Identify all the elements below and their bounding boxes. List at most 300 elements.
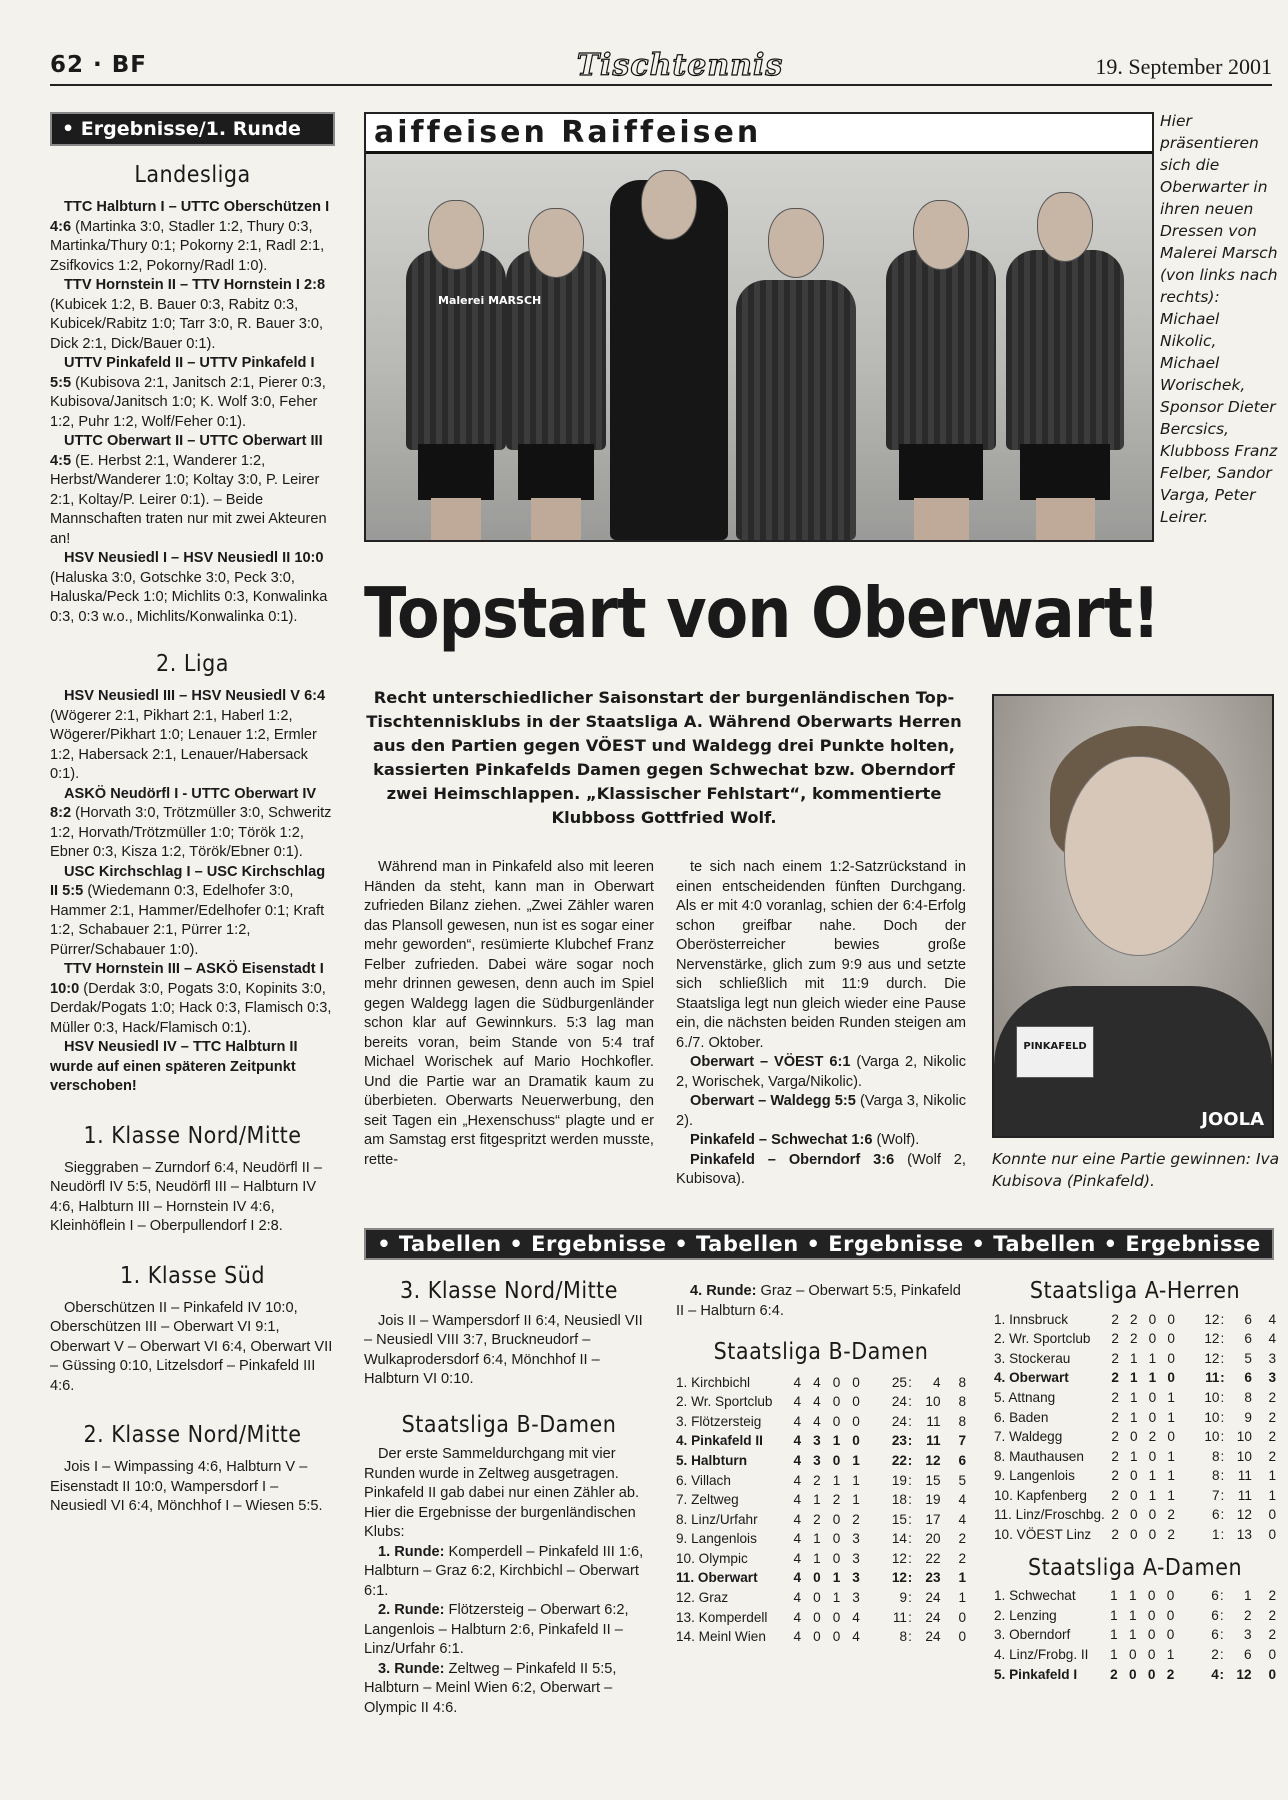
games-cell: 2 bbox=[1111, 1409, 1119, 1425]
losses-cell: 0 bbox=[1166, 1588, 1175, 1604]
sets-for-cell: 10 bbox=[1204, 1409, 1220, 1425]
klasse3-heading: 3. Klasse Nord/Mitte bbox=[399, 1278, 619, 1304]
wins-cell: 1 bbox=[1130, 1350, 1138, 1366]
draws-cell: 0 bbox=[1148, 1409, 1157, 1425]
draws-cell: 1 bbox=[832, 1433, 841, 1449]
wins-cell: 1 bbox=[813, 1492, 821, 1508]
sets-against-cell: 6 bbox=[1243, 1646, 1252, 1662]
sets-against-cell: 3 bbox=[1243, 1627, 1252, 1643]
losses-cell: 2 bbox=[1166, 1666, 1175, 1682]
points-cell: 4 bbox=[1268, 1331, 1276, 1347]
sets-against-cell: 19 bbox=[925, 1492, 941, 1508]
team-name-cell: 7. Waldegg bbox=[994, 1429, 1063, 1445]
sets-against-cell: 6 bbox=[1244, 1331, 1252, 1347]
points-cell: 1 bbox=[1268, 1487, 1276, 1503]
games-cell: 4 bbox=[793, 1374, 802, 1390]
team-name-cell: 1. Kirchbichl bbox=[676, 1374, 751, 1390]
points-cell: 0 bbox=[958, 1609, 966, 1625]
player-figure bbox=[1006, 190, 1124, 540]
standings-row bbox=[676, 1431, 966, 1451]
player-figure bbox=[406, 210, 506, 540]
sponsor-figure bbox=[610, 180, 728, 540]
points-cell: 3 bbox=[1268, 1370, 1276, 1386]
standings-row bbox=[994, 1368, 1276, 1388]
standings-row bbox=[994, 1486, 1276, 1506]
sets-against-cell: 10 bbox=[925, 1394, 941, 1410]
points-cell: 8 bbox=[958, 1394, 966, 1410]
result-entry: ASKÖ Neudörfl I - UTTC Oberwart IV 8:2 (Horvath 3:0, Trötzmüller 3:0, Schweritz 1:2, Horvath/Trötzmüller 1:0; Török 1:2, Ebner 0:3, Kisza 1:2, Török/Ebner 0:1). bbox=[50, 785, 332, 860]
standings-row bbox=[994, 1388, 1276, 1408]
team-name-cell: 4. Linz/Frobg. II bbox=[994, 1646, 1089, 1662]
brand-logo: JOOLA bbox=[1201, 1109, 1264, 1130]
sets-against-cell: 13 bbox=[1236, 1527, 1252, 1543]
losses-cell: 0 bbox=[1167, 1350, 1175, 1366]
games-cell: 4 bbox=[793, 1629, 802, 1645]
games-cell: 4 bbox=[793, 1570, 802, 1586]
points-cell: 2 bbox=[958, 1550, 966, 1566]
a-herren-standings-table bbox=[994, 1310, 1276, 1545]
sets-for-cell: 8 bbox=[899, 1629, 907, 1645]
standings-row bbox=[676, 1412, 966, 1432]
wins-cell: 1 bbox=[813, 1550, 821, 1566]
result-entry: HSV Neusiedl I – HSV Neusiedl II 10:0 (Haluska 3:0, Gotschke 3:0, Peck 3:0, Haluska/Peck 1:0; Michlits 0:3, Konwalinka 0:3, 0:3 w.o., Michlits/Konwalinka 0:1). bbox=[50, 550, 328, 625]
wins-cell: 4 bbox=[813, 1394, 821, 1410]
colon-separator: : bbox=[908, 1492, 912, 1508]
standings-row bbox=[676, 1510, 966, 1530]
colon-separator: : bbox=[1219, 1627, 1224, 1643]
article-paragraph: te sich nach einem 1:2-Satzrückstand in einen entscheidenden fünften Durchgang. Als er mit 4:0 voranlag, schien der 6:4-Erfolg schon greifbar nahe. Doch der Oberösterreicher bewies große Nervenstärke, glich zum 9:9 aus und setzte sich schließlich mit 11:9 durch. Die Staatsliga legt nun gleich wieder eine Pause ein, die nächsten beiden Runden steigen am 6./7. Oktober. bbox=[676, 859, 966, 1051]
draws-cell: 0 bbox=[1148, 1527, 1157, 1543]
team-name-cell: 11. Linz/Froschbg. bbox=[994, 1507, 1105, 1523]
sets-against-cell: 17 bbox=[925, 1511, 941, 1527]
colon-separator: : bbox=[908, 1472, 912, 1488]
wins-cell: 1 bbox=[1128, 1607, 1137, 1623]
draws-cell: 0 bbox=[1148, 1507, 1157, 1523]
sets-for-cell: 12 bbox=[1204, 1331, 1220, 1347]
points-cell: 7 bbox=[958, 1433, 966, 1449]
sets-for-cell: 6 bbox=[1211, 1607, 1219, 1623]
team-name-cell: 11. Oberwart bbox=[676, 1570, 758, 1586]
games-cell: 2 bbox=[1111, 1350, 1119, 1366]
results-tag: • Ergebnisse/1. Runde bbox=[50, 112, 335, 146]
draws-cell: 2 bbox=[1148, 1429, 1157, 1445]
result-entry: USC Kirchschlag I – USC Kirchschlag II 5:5 (Wiedemann 0:3, Edelhofer 3:0, Hammer 2:1, Hammer/Edelhofer 0:1; Kraft 1:2, Schabauer 2:1, Pürrer 1:2, Pürrer/Schabauer 1:0). bbox=[50, 863, 326, 958]
draws-cell: 0 bbox=[1147, 1646, 1156, 1662]
sets-for-cell: 22 bbox=[891, 1452, 907, 1468]
article-column-1 bbox=[364, 858, 654, 1170]
sets-against-cell: 4 bbox=[932, 1374, 941, 1390]
points-cell: 1 bbox=[958, 1570, 966, 1586]
colon-separator: : bbox=[1220, 1507, 1225, 1523]
standings-row bbox=[994, 1310, 1276, 1330]
colon-separator: : bbox=[1220, 1429, 1225, 1445]
result-entry: TTC Halbturn I – UTTC Oberschützen I 4:6 (Martinka 3:0, Stadler 1:2, Thury 0:3, Martinka/Thury 0:1; Pokorny 2:1, Radl 2:1, Zsifkovics 1:2, Pokorny/Radl 1:0). bbox=[50, 199, 330, 274]
games-cell: 2 bbox=[1111, 1448, 1119, 1464]
sb-damen-heading: Staatsliga B-Damen bbox=[401, 1411, 617, 1438]
losses-cell: 2 bbox=[1167, 1527, 1175, 1543]
losses-cell: 0 bbox=[1167, 1370, 1175, 1386]
wins-cell: 0 bbox=[1130, 1527, 1138, 1543]
standings-row bbox=[994, 1645, 1276, 1665]
standings-row bbox=[676, 1529, 966, 1549]
points-cell: 4 bbox=[1268, 1311, 1276, 1327]
sets-against-cell: 20 bbox=[925, 1531, 941, 1547]
wins-cell: 1 bbox=[1130, 1409, 1138, 1425]
standings-row bbox=[994, 1407, 1276, 1427]
draws-cell: 0 bbox=[832, 1629, 841, 1645]
team-name-cell: 13. Komperdell bbox=[676, 1609, 768, 1625]
sets-for-cell: 12 bbox=[1204, 1350, 1220, 1366]
points-cell: 2 bbox=[958, 1531, 966, 1547]
round-result: 3. Runde: Zeltweg – Pinkafeld II 5:5, Halbturn – Meinl Wien 6:2, Oberwart – Olympic II 4:6. bbox=[364, 1660, 617, 1716]
draws-cell: 0 bbox=[1148, 1389, 1157, 1405]
sets-for-cell: 24 bbox=[891, 1394, 907, 1410]
sets-against-cell: 12 bbox=[1236, 1507, 1252, 1523]
standings-row bbox=[994, 1606, 1276, 1626]
games-cell: 1 bbox=[1110, 1646, 1118, 1662]
games-cell: 4 bbox=[793, 1590, 802, 1606]
klubboss-figure bbox=[736, 190, 856, 540]
sets-for-cell: 15 bbox=[891, 1511, 907, 1527]
team-name-cell: 7. Zeltweg bbox=[676, 1492, 739, 1508]
games-cell: 2 bbox=[1110, 1666, 1118, 1682]
points-cell: 0 bbox=[1268, 1666, 1276, 1682]
article-paragraph: Während man in Pinkafeld also mit leeren Händen da steht, kann man in Oberwart zufrieden Bilanz ziehen. „Zwei Zähler waren das Plansoll gewesen, nun ist es sogar einer mehr geworden“, resümierte Klubchef Franz Felber zufrieden. Dabei wäre sogar noch mehr drinnen gewesen, denn auch im Spiel gegen Waldegg lagen die Südburgenländer schon klar auf Gewinnkurs. 5:3 lag man bereits voran, beim Stande von 5:4 traf Michael Worischek auf Mario Hochkofler. Und die Partie war an Dramatik kaum zu überbieten. Oberwarts Neuerwerbung, den seit Tagen ein „Hexenschuss“ plagte und er am Samstag erst fitgespritzt werden musste, rette- bbox=[364, 859, 654, 1168]
team-name-cell: 6. Villach bbox=[676, 1472, 731, 1488]
games-cell: 2 bbox=[1111, 1468, 1119, 1484]
points-cell: 2 bbox=[1268, 1389, 1276, 1405]
draws-cell: 0 bbox=[832, 1374, 841, 1390]
colon-separator: : bbox=[1220, 1487, 1225, 1503]
result-entry: TTV Hornstein II – TTV Hornstein I 2:8 (Kubicek 1:2, B. Bauer 0:3, Rabitz 0:3, Kubicek/Rabitz 1:0; Tarr 3:0, R. Bauer 3:0, Dick 2:1, Dick/Bauer 0:1). bbox=[50, 277, 326, 352]
round-result: 2. Runde: Flötzersteig – Oberwart 6:2, Langenlois – Halbturn 2:6, Pinkafeld II – Linz/Urfahr 6:1. bbox=[364, 1602, 629, 1657]
sets-against-cell: 6 bbox=[1244, 1311, 1252, 1327]
draws-cell: 0 bbox=[1148, 1311, 1157, 1327]
games-cell: 4 bbox=[793, 1531, 802, 1547]
wins-cell: 3 bbox=[813, 1452, 821, 1468]
points-cell: 8 bbox=[958, 1413, 966, 1429]
sets-for-cell: 6 bbox=[1211, 1627, 1219, 1643]
points-cell: 0 bbox=[1268, 1646, 1276, 1662]
sets-for-cell: 8 bbox=[1211, 1468, 1220, 1484]
colon-separator: : bbox=[1219, 1588, 1224, 1604]
losses-cell: 2 bbox=[852, 1511, 860, 1527]
team-name-cell: 5. Pinkafeld I bbox=[994, 1666, 1078, 1682]
games-cell: 2 bbox=[1111, 1507, 1119, 1523]
wins-cell: 0 bbox=[1130, 1429, 1138, 1445]
losses-cell: 0 bbox=[1166, 1607, 1175, 1623]
photo-caption: Hier präsentieren sich die Oberwarter in ihren neuen Dressen von Malerei Marsch (von links nach rechts): Michael Nikolic, Michael Worischek, Sponsor Dieter Bercsics, Klubboss Franz Felber, Sandor Varga, Peter Leirer. bbox=[1160, 112, 1278, 526]
losses-cell: 3 bbox=[852, 1550, 860, 1566]
standings-row bbox=[676, 1451, 966, 1471]
wins-cell: 1 bbox=[1130, 1448, 1138, 1464]
sets-against-cell: 22 bbox=[925, 1550, 941, 1566]
standings-row bbox=[676, 1627, 966, 1647]
games-cell: 1 bbox=[1110, 1607, 1118, 1623]
team-name-cell: 14. Meinl Wien bbox=[676, 1629, 766, 1645]
draws-cell: 0 bbox=[832, 1452, 841, 1468]
match-result: Oberwart – VÖEST 6:1 (Varga 2, Nikolic 2, Worischek, Varga/Nikolic). bbox=[676, 1054, 966, 1090]
losses-cell: 3 bbox=[852, 1590, 860, 1606]
wins-cell: 0 bbox=[813, 1609, 821, 1625]
points-cell: 8 bbox=[958, 1374, 966, 1390]
standings-row bbox=[994, 1447, 1276, 1467]
standings-row bbox=[676, 1568, 966, 1588]
games-cell: 4 bbox=[793, 1609, 802, 1625]
klasse2-nm-results: Jois I – Wimpassing 4:6, Halbturn V – Eisenstadt II 10:0, Wampersdorf I – Neusiedl VI 6:4, Mönchhof I – Wiesen 5:5. bbox=[50, 1459, 323, 1514]
landesliga-heading: Landesliga bbox=[134, 162, 251, 188]
team-name-cell: 10. Olympic bbox=[676, 1550, 748, 1566]
games-cell: 4 bbox=[793, 1452, 802, 1468]
standings-row bbox=[676, 1470, 966, 1490]
sets-for-cell: 8 bbox=[1211, 1448, 1220, 1464]
losses-cell: 0 bbox=[1167, 1331, 1175, 1347]
games-cell: 2 bbox=[1111, 1389, 1119, 1405]
match-result: Pinkafeld – Oberndorf 3:6 (Wolf 2, Kubisova). bbox=[676, 1151, 966, 1187]
draws-cell: 1 bbox=[1148, 1487, 1157, 1503]
colon-separator: : bbox=[908, 1590, 912, 1606]
losses-cell: 1 bbox=[1167, 1409, 1175, 1425]
section-title: Tischtennis bbox=[576, 48, 784, 83]
games-cell: 1 bbox=[1110, 1588, 1118, 1604]
losses-cell: 0 bbox=[1166, 1627, 1175, 1643]
points-cell: 2 bbox=[1268, 1627, 1276, 1643]
team-name-cell: 4. Oberwart bbox=[994, 1370, 1069, 1386]
sets-against-cell: 11 bbox=[926, 1433, 941, 1449]
sets-against-cell: 2 bbox=[1243, 1607, 1252, 1623]
wins-cell: 1 bbox=[1130, 1370, 1138, 1386]
standings-row bbox=[676, 1549, 966, 1569]
klasse-sued-results: Oberschützen II – Pinkafeld IV 10:0, Oberschützen III – Oberwart VI 9:1, Oberwart V – Oberwart VI 6:4, Oberwart VII – Güssing 0:10, Litzelsdorf – Pinkafeld III 4:6. bbox=[50, 1299, 333, 1394]
draws-cell: 0 bbox=[1148, 1448, 1157, 1464]
klasse2-nm-heading: 2. Klasse Nord/Mitte bbox=[83, 1422, 302, 1448]
sets-for-cell: 12 bbox=[891, 1570, 907, 1586]
page-label: 62 · BF bbox=[50, 52, 148, 78]
colon-separator: : bbox=[1220, 1389, 1225, 1405]
standings-row bbox=[676, 1490, 966, 1510]
wins-cell: 0 bbox=[813, 1590, 821, 1606]
losses-cell: 1 bbox=[1167, 1487, 1175, 1503]
points-cell: 4 bbox=[958, 1492, 966, 1508]
wins-cell: 4 bbox=[813, 1374, 821, 1390]
sets-for-cell: 25 bbox=[891, 1374, 907, 1390]
points-cell: 0 bbox=[1268, 1507, 1276, 1523]
games-cell: 4 bbox=[793, 1492, 802, 1508]
sets-against-cell: 1 bbox=[1243, 1588, 1252, 1604]
standings-row bbox=[676, 1392, 966, 1412]
sb-damen-intro: Der erste Sammeldurchgang mit vier Runden wurde in Zeltweg ausgetragen. Pinkafeld II gab dabei nur einen Zähler ab. Hier die Ergebnisse der burgenländischen Klubs: bbox=[364, 1446, 640, 1540]
draws-cell: 1 bbox=[1148, 1370, 1157, 1386]
sets-for-cell: 11 bbox=[892, 1609, 907, 1625]
colon-separator: : bbox=[908, 1394, 912, 1410]
sets-for-cell: 10 bbox=[1204, 1389, 1220, 1405]
standings-row bbox=[994, 1329, 1276, 1349]
colon-separator: : bbox=[908, 1531, 912, 1547]
tables-strip: • Tabellen • Ergebnisse • Tabellen • Ergebnisse • Tabellen • Ergebnisse bbox=[364, 1228, 1274, 1260]
draws-cell: 1 bbox=[832, 1472, 841, 1488]
wins-cell: 2 bbox=[1130, 1331, 1138, 1347]
points-cell: 0 bbox=[958, 1629, 966, 1645]
sets-against-cell: 11 bbox=[1237, 1468, 1252, 1484]
sets-against-cell: 9 bbox=[1244, 1409, 1252, 1425]
draws-cell: 0 bbox=[1147, 1588, 1156, 1604]
colon-separator: : bbox=[907, 1452, 913, 1468]
colon-separator: : bbox=[1220, 1311, 1225, 1327]
portrait-caption: Konnte nur eine Partie gewinnen: Iva Kubisova (Pinkafeld). bbox=[992, 1150, 1280, 1190]
games-cell: 2 bbox=[1111, 1370, 1119, 1386]
draws-cell: 1 bbox=[1148, 1468, 1157, 1484]
colon-separator: : bbox=[1220, 1409, 1225, 1425]
sets-for-cell: 9 bbox=[899, 1590, 907, 1606]
team-name-cell: 8. Mauthausen bbox=[994, 1448, 1084, 1464]
losses-cell: 0 bbox=[1167, 1311, 1175, 1327]
sets-for-cell: 4 bbox=[1211, 1666, 1219, 1682]
team-name-cell: 2. Wr. Sportclub bbox=[994, 1331, 1091, 1347]
losses-cell: 0 bbox=[852, 1394, 860, 1410]
result-entry: HSV Neusiedl IV – TTC Halbturn II wurde auf einen späteren Zeitpunkt verschoben! bbox=[50, 1039, 298, 1094]
team-name-cell: 10. VÖEST Linz bbox=[994, 1527, 1092, 1543]
wins-cell: 2 bbox=[1130, 1311, 1138, 1327]
games-cell: 4 bbox=[793, 1413, 802, 1429]
sets-against-cell: 10 bbox=[1236, 1429, 1252, 1445]
standings-row bbox=[994, 1505, 1276, 1525]
sets-for-cell: 19 bbox=[891, 1472, 907, 1488]
colon-separator: : bbox=[908, 1550, 912, 1566]
a-damen-standings-table bbox=[994, 1586, 1276, 1684]
points-cell: 2 bbox=[1268, 1409, 1276, 1425]
draws-cell: 1 bbox=[832, 1590, 841, 1606]
team-name-cell: 9. Langenlois bbox=[994, 1468, 1075, 1484]
team-name-cell: 12. Graz bbox=[676, 1590, 729, 1606]
team-name-cell: 5. Attnang bbox=[994, 1389, 1056, 1405]
sets-for-cell: 7 bbox=[1211, 1487, 1220, 1503]
colon-separator: : bbox=[1220, 1331, 1225, 1347]
sets-against-cell: 24 bbox=[925, 1590, 941, 1606]
colon-separator: : bbox=[1219, 1607, 1224, 1623]
team-name-cell: 2. Wr. Sportclub bbox=[676, 1394, 773, 1410]
team-name-cell: 3. Oberndorf bbox=[994, 1627, 1071, 1643]
points-cell: 1 bbox=[1268, 1468, 1276, 1484]
player-figure bbox=[886, 200, 996, 540]
losses-cell: 0 bbox=[852, 1433, 860, 1449]
wins-cell: 2 bbox=[813, 1511, 821, 1527]
team-name-cell: 3. Flötzersteig bbox=[676, 1413, 762, 1429]
colon-separator: : bbox=[908, 1609, 912, 1625]
sets-for-cell: 10 bbox=[1204, 1429, 1220, 1445]
team-name-cell: 10. Kapfenberg bbox=[994, 1487, 1087, 1503]
liga2-heading: 2. Liga bbox=[156, 651, 229, 677]
article-headline: Topstart von Oberwart! bbox=[364, 572, 1160, 654]
sets-against-cell: 24 bbox=[925, 1609, 941, 1625]
draws-cell: 0 bbox=[1148, 1331, 1157, 1347]
article-column-2 bbox=[676, 858, 966, 1190]
standings-row bbox=[994, 1586, 1276, 1606]
klasse-nm-results: Sieggraben – Zurndorf 6:4, Neudörfl II – Neudörfl IV 5:5, Neudörfl III – Halbturn IV 4:6, Halbturn III – Hornstein IV 4:6, Kleinhöflein I – Oberpullendorf I 2:8. bbox=[50, 1159, 322, 1234]
team-name-cell: 1. Innsbruck bbox=[994, 1311, 1069, 1327]
draws-cell: 0 bbox=[1147, 1666, 1156, 1682]
losses-cell: 2 bbox=[1167, 1507, 1175, 1523]
games-cell: 2 bbox=[1111, 1331, 1119, 1347]
points-cell: 2 bbox=[1268, 1429, 1276, 1445]
a-damen-table-heading: Staatsliga A-Damen bbox=[1027, 1554, 1243, 1581]
standings-row bbox=[994, 1525, 1276, 1545]
sets-for-cell: 2 bbox=[1211, 1646, 1219, 1662]
team-name-cell: 2. Lenzing bbox=[994, 1607, 1057, 1623]
points-cell: 2 bbox=[1268, 1588, 1276, 1604]
sets-for-cell: 6 bbox=[1211, 1507, 1220, 1523]
standings-row bbox=[994, 1625, 1276, 1645]
wins-cell: 1 bbox=[1128, 1588, 1137, 1604]
draws-cell: 0 bbox=[832, 1531, 841, 1547]
b-damen-standings-table bbox=[676, 1373, 966, 1647]
sets-against-cell: 15 bbox=[925, 1472, 941, 1488]
points-cell: 1 bbox=[958, 1590, 966, 1606]
issue-date: 19. September 2001 bbox=[1095, 54, 1272, 79]
draws-cell: 1 bbox=[1148, 1350, 1157, 1366]
club-logo: PINKAFELD bbox=[1016, 1026, 1094, 1078]
sets-against-cell: 11 bbox=[926, 1413, 941, 1429]
colon-separator: : bbox=[1220, 1527, 1225, 1543]
wins-cell: 1 bbox=[1128, 1627, 1137, 1643]
colon-separator: : bbox=[907, 1433, 913, 1449]
shirt-print: Malerei MARSCH bbox=[438, 294, 542, 307]
colon-separator: : bbox=[908, 1413, 912, 1429]
colon-separator: : bbox=[1220, 1448, 1225, 1464]
klasse-sued-heading: 1. Klasse Süd bbox=[119, 1262, 266, 1289]
games-cell: 4 bbox=[793, 1433, 802, 1449]
sets-for-cell: 18 bbox=[891, 1492, 907, 1508]
wins-cell: 0 bbox=[1128, 1646, 1137, 1662]
games-cell: 4 bbox=[793, 1394, 802, 1410]
match-result: Oberwart – Waldegg 5:5 (Varga 3, Nikolic 2). bbox=[676, 1093, 966, 1129]
points-cell: 4 bbox=[958, 1511, 966, 1527]
round-result: 4. Runde: Graz – Oberwart 5:5, Pinkafeld II – Halbturn 6:4. bbox=[676, 1283, 961, 1319]
colon-separator: : bbox=[1219, 1666, 1225, 1682]
wins-cell: 0 bbox=[1130, 1468, 1138, 1484]
sets-for-cell: 12 bbox=[891, 1550, 907, 1566]
sets-against-cell: 24 bbox=[925, 1629, 941, 1645]
sets-against-cell: 8 bbox=[1244, 1389, 1252, 1405]
games-cell: 2 bbox=[1111, 1487, 1119, 1503]
points-cell: 2 bbox=[1268, 1607, 1276, 1623]
points-cell: 3 bbox=[1268, 1350, 1276, 1366]
page-header bbox=[50, 48, 1272, 86]
sets-for-cell: 24 bbox=[891, 1413, 907, 1429]
colon-separator: : bbox=[1220, 1350, 1225, 1366]
standings-row bbox=[676, 1373, 966, 1393]
losses-cell: 1 bbox=[1166, 1646, 1175, 1662]
sets-against-cell: 11 bbox=[1237, 1487, 1252, 1503]
points-cell: 0 bbox=[1268, 1527, 1276, 1543]
sets-against-cell: 6 bbox=[1244, 1370, 1252, 1386]
losses-cell: 1 bbox=[1167, 1389, 1175, 1405]
team-photo bbox=[364, 112, 1154, 542]
result-entry: TTV Hornstein III – ASKÖ Eisenstadt I 10:0 (Derdak 3:0, Pogats 3:0, Kopinits 3:0, Derdak/Pogats 1:0; Hack 0:3, Flamisch 0:3, Müller 0:3, Hack/Flamisch 0:1). bbox=[50, 961, 332, 1036]
team-name-cell: 3. Stockerau bbox=[994, 1350, 1071, 1366]
liga2-results bbox=[50, 687, 335, 1097]
colon-separator: : bbox=[908, 1374, 912, 1390]
games-cell: 2 bbox=[1111, 1527, 1119, 1543]
standings-row bbox=[994, 1466, 1276, 1486]
colon-separator: : bbox=[907, 1570, 913, 1586]
sets-against-cell: 12 bbox=[925, 1452, 941, 1468]
sets-for-cell: 1 bbox=[1211, 1527, 1220, 1543]
points-cell: 2 bbox=[1268, 1448, 1276, 1464]
draws-cell: 0 bbox=[832, 1609, 841, 1625]
wins-cell: 0 bbox=[1130, 1487, 1138, 1503]
colon-separator: : bbox=[1219, 1646, 1224, 1662]
sets-against-cell: 23 bbox=[925, 1570, 941, 1586]
